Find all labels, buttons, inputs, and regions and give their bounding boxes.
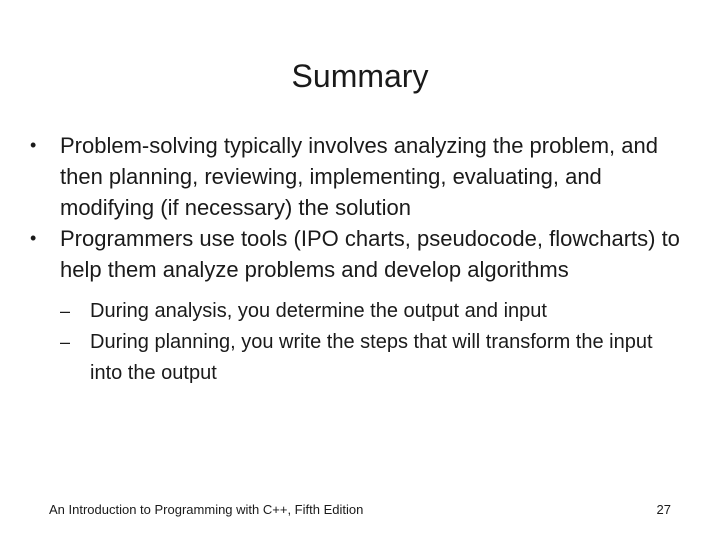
slide-title (0, 56, 720, 96)
footer-page-number: 27 (656, 502, 671, 517)
sub-bullet-text: During planning, you write the steps that will transform the input into the output (90, 331, 653, 384)
sub-bullet-item (60, 327, 690, 389)
sub-bullet-text: During analysis, you determine the output and input (90, 300, 547, 322)
bullet-text: Problem-solving typically involves analyzing the problem, and then planning, reviewing, implementing, evaluating, and modifying (if necessary) the solution (60, 133, 658, 220)
slide-title-text: Summary (291, 58, 429, 94)
bullet-item (30, 223, 690, 389)
bullet-text: Programmers use tools (IPO charts, pseudocode, flowcharts) to help them analyze problems and develop algorithms (60, 226, 680, 282)
bullet-list (30, 130, 690, 389)
sub-bullet-marker: – (60, 301, 71, 321)
sub-bullet-marker: – (60, 332, 71, 352)
bullet-marker: • (30, 228, 37, 248)
footer-book-title: An Introduction to Programming with C++, Fifth Edition (49, 502, 364, 517)
bullet-item (30, 130, 690, 223)
sub-bullet-item (60, 296, 690, 327)
bullet-marker: • (30, 135, 37, 155)
sub-bullet-list (60, 296, 690, 389)
